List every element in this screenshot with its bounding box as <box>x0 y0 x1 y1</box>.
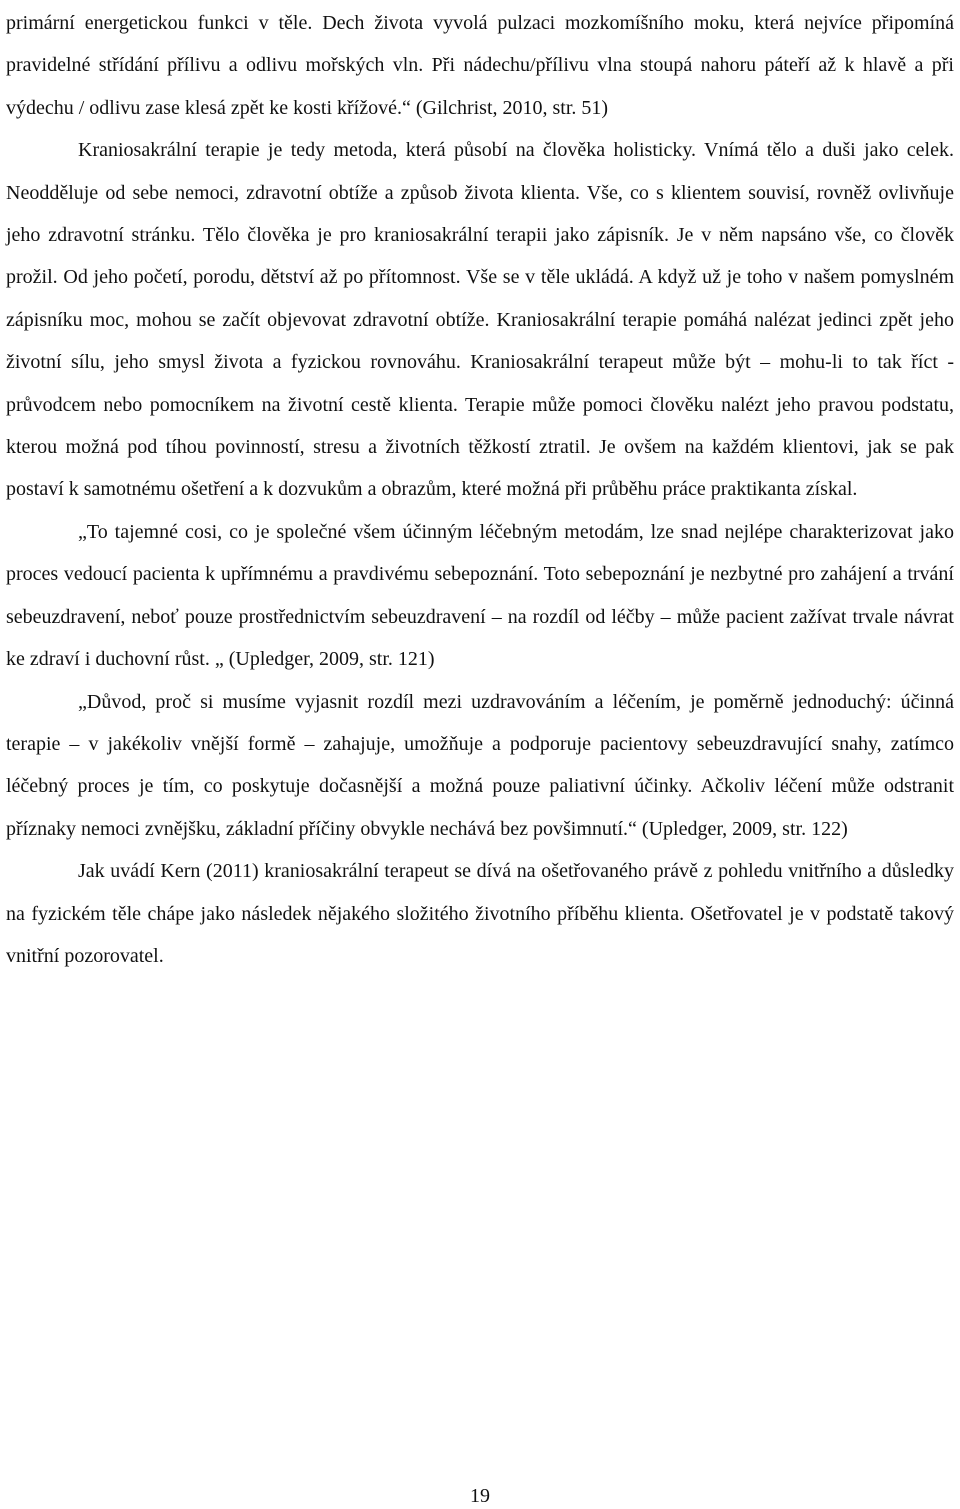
paragraph-holistic-method: Kraniosakrální terapie je tedy metoda, která působí na člověka holisticky. Vnímá tělo a duši jako celek. Neodděluje od sebe nemoci, zdravotní obtíže a způsob života klienta. Vše, co s klientem souvisí, rovněž ovlivňuje jeho zdravotní stránku. Tělo člověka je pro kraniosakrální terapii jako zápisník. Je v něm napsáno vše, co člověk prožil. Od jeho početí, porodu, dětství až po přítomnost. Vše se v těle ukládá. A když už je toho v našem pomyslném zápisníku moc, mohou se začít objevovat zdravotní obtíže. Kraniosakrální terapie pomáhá nalézat jedinci zpět jeho životní sílu, jeho smysl života a fyzickou rovnováhu. Kraniosakrální terapeut může být – mohu-li to tak říct - průvodcem nebo pomocníkem na životní cestě klienta. Terapie může pomoci člověku nalézt jeho pravou podstatu, kterou možná pod tíhou povinností, stresu a životních těžkostí ztratil. Je ovšem na každém klientovi, jak se pak postaví k samotnému ošetření a k dozvukům a obrazům, které možná při průběhu práce praktikanta získal. <box>6 139 954 501</box>
page-number: 19 <box>470 1485 490 1507</box>
paragraph-quote-upledger-122: „Důvod, proč si musíme vyjasnit rozdíl mezi uzdravováním a léčením, je poměrně jednoduchý: účinná terapie – v jakékoliv vnější formě – zahajuje, umožňuje a podporuje pacientovy sebeuzdravující snahy, zatímco léčebný proces je tím, co poskytuje dočasnější a možná pouze paliativní účinky. Ačkoliv léčení může odstranit příznaky nemoci zvnějšku, základní příčiny obvykle nechává bez povšimnutí.“ (Upledger, 2009, str. 122) <box>6 690 954 840</box>
paragraph-kern: Jak uvádí Kern (2011) kraniosakrální terapeut se dívá na ošetřovaného právě z pohledu vnitřního a důsledky na fyzickém těle chápe jako následek nějakého složitého životního příběhu klienta. Ošetřovatel je v podstatě takový vnitřní pozorovatel. <box>6 860 954 967</box>
paragraph-quote-gilchrist: primární energetickou funkci v těle. Dech života vyvolá pulzaci mozkomíšního moku, která nejvíce připomíná pravidelné střídání přílivu a odlivu mořských vln. Při nádechu/přílivu vlna stoupá nahoru páteří až k hlavě a při výdechu / odlivu zase klesá zpět ke kosti křížové.“ (Gilchrist, 2010, str. 51) <box>6 12 954 119</box>
paragraph-quote-upledger-121: „To tajemné cosi, co je společné všem účinným léčebným metodám, lze snad nejlépe charakterizovat jako proces vedoucí pacienta k upřímnému a pravdivému sebepoznání. Toto sebepoznání je nezbytné pro zahájení a trvání sebeuzdravení, neboť pouze prostřednictvím sebeuzdravení – na rozdíl od léčby – může pacient zažívat trvale návrat ke zdraví i duchovní růst. „ (Upledger, 2009, str. 121) <box>6 520 954 671</box>
body-text <box>6 2 954 977</box>
